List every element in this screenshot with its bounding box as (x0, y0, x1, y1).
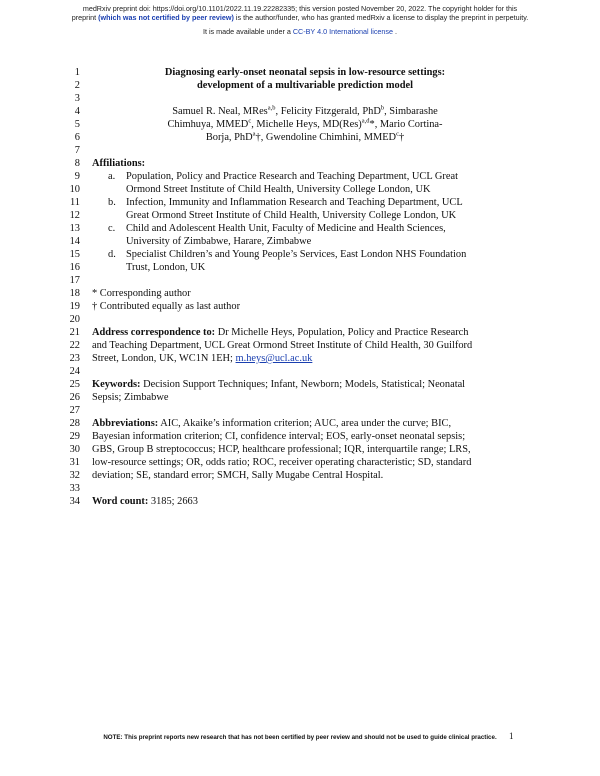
affiliations-heading: Affiliations: (92, 158, 146, 169)
line-number: 27 (69, 405, 80, 416)
authors-line-3 (90, 131, 520, 144)
line-number: 30 (69, 444, 80, 455)
affiliation-d-line-2: Trust, London, UK (126, 262, 206, 273)
line-number: 12 (69, 210, 80, 221)
author-chimhini-affil: c (396, 130, 399, 138)
line-number: 21 (69, 327, 80, 338)
address-text-3: Street, London, UK, WC1N 1EH; (92, 353, 233, 364)
abbreviations-line-3: GBS, Group B streptococcus; HCP, healthcare professional; IQR, interquartile range; LRS, (92, 444, 471, 455)
line-number: 1 (74, 67, 80, 78)
line-number: 28 (69, 418, 80, 429)
affiliation-a-line-1: Population, Policy and Practice Research and Teaching Department, UCL Great (126, 171, 458, 182)
abbreviations-line-2: Bayesian information criterion; CI, confidence interval; EOS, early-onset neonatal sepsis; (92, 431, 466, 442)
line-number: 34 (69, 496, 80, 507)
affiliation-b-line-2: Great Ormond Street Institute of Child Health, University College London, UK (126, 210, 457, 221)
line-number: 26 (69, 392, 80, 403)
line-number: 15 (69, 249, 80, 260)
affiliation-a-line-2: Ormond Street Institute of Child Health, University College London, UK (126, 184, 431, 195)
line-number: 20 (69, 314, 80, 325)
line-number: 6 (74, 132, 80, 143)
line-number: 8 (74, 158, 80, 169)
line-number: 33 (69, 483, 80, 494)
abbreviations-label: Abbreviations: (92, 418, 159, 429)
author-chimhuya-first: , Simbarashe (384, 106, 438, 117)
keywords-text-1: Decision Support Techniques; Infant, Newborn; Models, Statistical; Neonatal (140, 379, 466, 390)
page-number: 1 (509, 731, 514, 741)
keywords-line-1 (92, 378, 465, 391)
affiliation-marker-a: a. (108, 171, 116, 182)
line-number: 24 (69, 366, 80, 377)
author-neal: Samuel R. Neal, MRes (172, 106, 268, 117)
line-number: 31 (69, 457, 80, 468)
author-heys-affil: a,d (361, 117, 370, 125)
line-number: 9 (74, 171, 80, 182)
line-number: 14 (69, 236, 80, 247)
author-heys: , Michelle Heys, MD(Res) (251, 119, 362, 130)
banner-preprint-word: preprint (71, 13, 97, 22)
banner-line-1: medRxiv preprint doi: https://doi.org/10.1101/2022.11.19.22282335; this version posted November 20, 2022. The copyright holder for this (82, 4, 518, 13)
title-line-1: Diagnosing early-onset neonatal sepsis in low-resource settings: (164, 67, 446, 78)
title-line-2: development of a multivariable prediction model (197, 80, 413, 91)
word-count (92, 495, 198, 508)
author-fitzgerald-affil: b (380, 104, 385, 112)
abbreviations-line-1 (92, 417, 451, 430)
line-number: 25 (69, 379, 80, 390)
line-number: 2 (74, 80, 80, 91)
address-line-3 (92, 352, 312, 365)
address-label: Address correspondence to: (92, 327, 216, 338)
affiliation-c-line-1: Child and Adolescent Health Unit, Faculty of Medicine and Health Sciences, (126, 223, 446, 234)
email-link[interactable]: m.heys@ucl.ac.uk (235, 353, 313, 364)
affiliation-d-line-1: Specialist Children’s and Young People’s Services, East London NHS Foundation (126, 249, 467, 260)
preprint-footer-note: NOTE: This preprint reports new research that has not been certified by peer review and should not be used to guide clinical practice. (103, 734, 497, 741)
author-cortina-borja-affil: a (252, 130, 256, 138)
affiliation-marker-d: d. (108, 249, 116, 260)
abbreviations-line-4: low-resource settings; OR, odds ratio; ROC, receiver operating characteristic; SD, standard (92, 457, 472, 468)
author-chimhini-mark: † (398, 132, 405, 143)
keywords-label: Keywords: (92, 379, 141, 390)
keywords-line-2: Sepsis; Zimbabwe (92, 392, 169, 403)
license-link[interactable]: CC-BY 4.0 International license (292, 27, 394, 36)
address-text-1: Dr Michelle Heys, Population, Policy and Practice Research (215, 327, 469, 338)
line-number: 10 (69, 184, 80, 195)
line-number: 19 (69, 301, 80, 312)
affiliation-b-line-1: Infection, Immunity and Inflammation Research and Teaching Department, UCL (126, 197, 463, 208)
banner-license-statement: is the author/funder, who has granted medRxiv a license to display the preprint in perpetuity. (235, 13, 529, 22)
line-number: 29 (69, 431, 80, 442)
author-chimhuya-affil: c (248, 117, 252, 125)
banner-peer-review-note: (which was not certified by peer review) (98, 13, 234, 22)
line-number: 13 (69, 223, 80, 234)
author-cortina-borja-first: *, Mario Cortina- (369, 119, 443, 130)
banner-available-under: It is made available under a (202, 27, 291, 36)
line-number: 23 (69, 353, 80, 364)
line-number: 32 (69, 470, 80, 481)
author-fitzgerald: , Felicity Fitzgerald, PhD (275, 106, 381, 117)
word-count-value: 3185; 2663 (148, 496, 198, 507)
corresponding-author-note: * Corresponding author (92, 288, 191, 299)
line-number: 22 (69, 340, 80, 351)
line-number: 16 (69, 262, 80, 273)
line-number: 11 (69, 197, 80, 208)
banner-period: . (395, 27, 398, 36)
equal-contribution-note: † Contributed equally as last author (92, 301, 241, 312)
line-number: 5 (74, 119, 80, 130)
author-cortina-borja: Borja, PhD (205, 132, 253, 143)
affiliation-marker-c: c. (108, 223, 116, 234)
author-chimhuya: Chimhuya, MMED (167, 119, 249, 130)
address-line-1 (92, 326, 469, 339)
line-number: 17 (69, 275, 80, 286)
abbreviations-text-1: AIC, Akaike’s information criterion; AUC, area under the curve; BIC, (158, 418, 452, 429)
affiliation-marker-b: b. (108, 197, 116, 208)
line-number: 4 (74, 106, 80, 117)
word-count-label: Word count: (92, 496, 149, 507)
line-number: 3 (74, 93, 80, 104)
address-line-2: and Teaching Department, UCL Great Ormond Street Institute of Child Health, 30 Guilford (92, 340, 473, 351)
authors-line-2 (90, 118, 520, 131)
affiliation-c-line-2: University of Zimbabwe, Harare, Zimbabwe (126, 236, 312, 247)
line-number: 18 (69, 288, 80, 299)
abbreviations-line-5: deviation; SE, standard error; SMCH, Sally Mugabe Central Hospital. (92, 470, 384, 481)
author-neal-affil: a,b (267, 104, 276, 112)
line-number: 7 (74, 145, 80, 156)
authors-line-1 (90, 105, 520, 118)
author-chimhini: †, Gwendoline Chimhini, MMED (255, 132, 397, 143)
